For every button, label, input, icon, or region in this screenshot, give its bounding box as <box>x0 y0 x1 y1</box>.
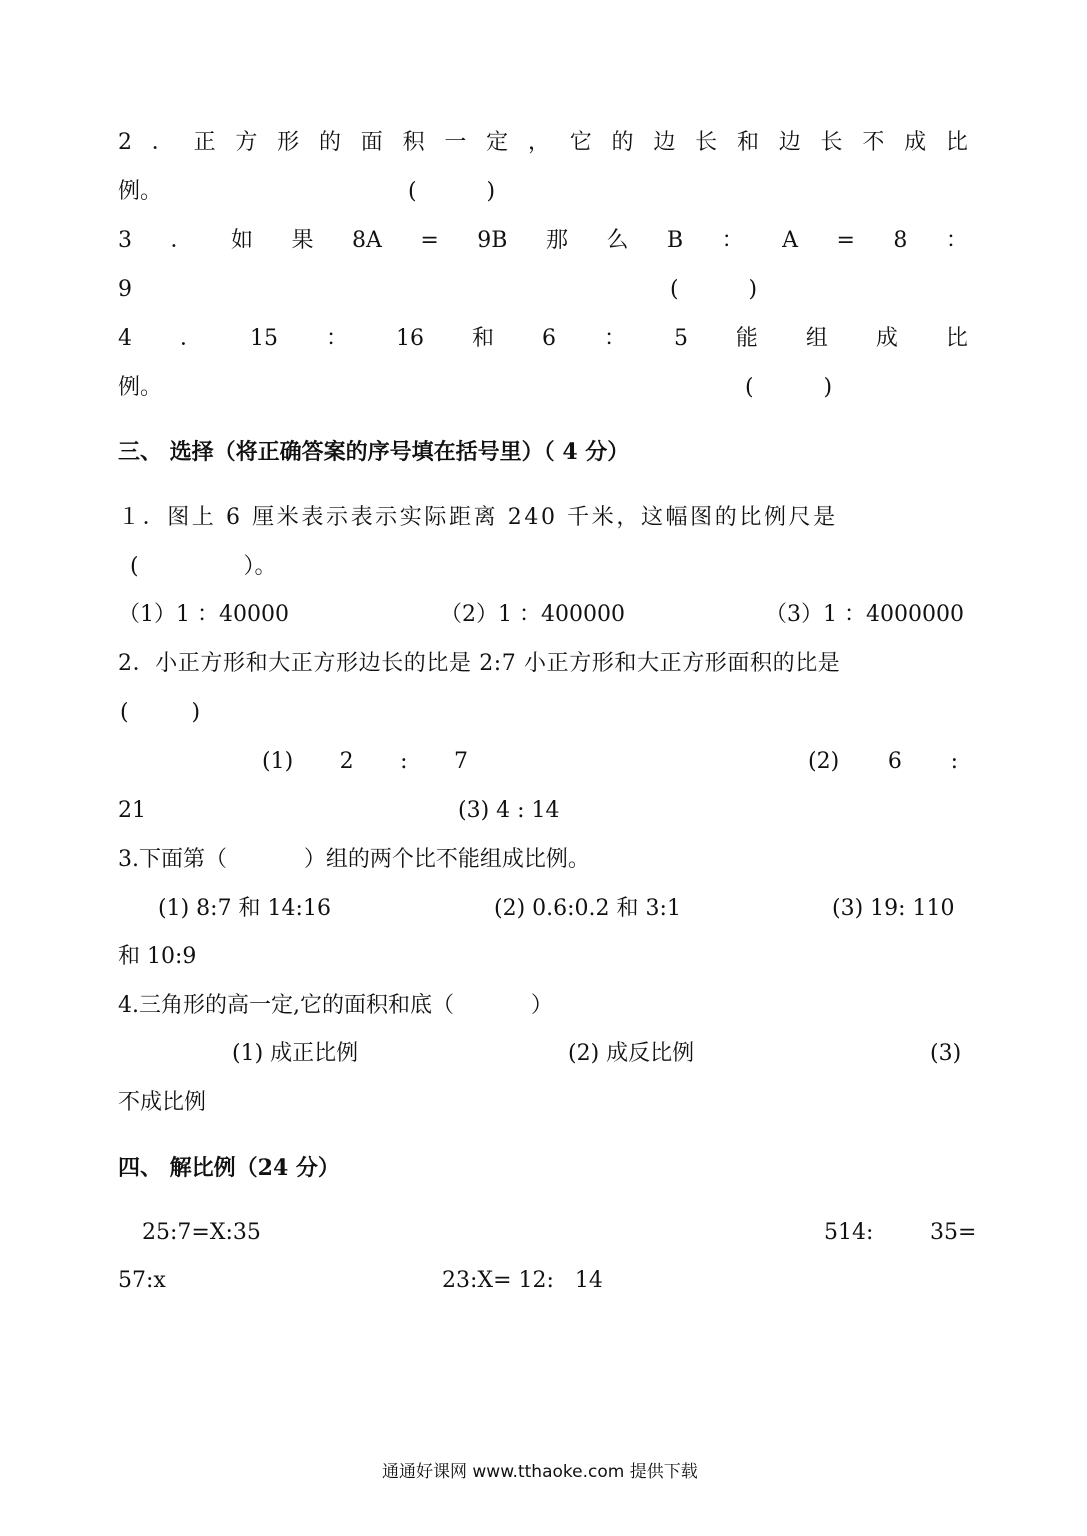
token: 的 <box>611 130 634 155</box>
token: ： <box>945 228 968 253</box>
token: A <box>782 228 798 253</box>
token: 组 <box>805 326 828 351</box>
token: (2) <box>808 749 840 774</box>
choice-q1-option-1[interactable]: （1）1 ：40000 <box>118 602 289 627</box>
section3-heading: 三、 选择（将正确答案的序号填在括号里）（ 4 分） <box>118 439 630 465</box>
token: 15 <box>249 326 278 351</box>
judge-q4-answer-paren[interactable]: ( ) <box>745 375 833 400</box>
token: 长 <box>820 130 843 155</box>
token: 8A <box>351 228 382 253</box>
judge-q3-answer-paren[interactable]: ( ) <box>670 277 758 302</box>
token: 5 <box>673 326 688 351</box>
token: ： <box>325 326 348 351</box>
token: 方 <box>235 130 258 155</box>
judge-q3-line2: 9 <box>118 277 132 302</box>
token: : <box>400 749 408 774</box>
section4-heading: 四、 解比例（24 分） <box>118 1155 340 1181</box>
choice-q2-option-1[interactable] <box>262 751 468 773</box>
judge-q4-line2: 例。 <box>118 375 163 400</box>
token: 和 <box>471 326 494 351</box>
choice-q4-text: 4.三角形的高一定,它的面积和底（ ） <box>118 993 553 1018</box>
choice-q4-option-1[interactable]: (1) 成正比例 <box>232 1041 359 1066</box>
token: 面 <box>360 130 383 155</box>
token: 比 <box>945 326 968 351</box>
token: 果 <box>291 228 314 253</box>
choice-q2-option-2[interactable] <box>808 751 958 773</box>
choice-q4-option-3-cont: 不成比例 <box>118 1090 207 1115</box>
token: 16 <box>395 326 424 351</box>
token: 的 <box>318 130 341 155</box>
equation-1: 25:7=X:35 <box>142 1220 261 1245</box>
token: ： <box>721 228 744 253</box>
token: 3 <box>118 228 132 253</box>
token: 边 <box>653 130 676 155</box>
choice-q3-option-1[interactable]: (1) 8:7 和 14:16 <box>158 896 331 921</box>
token: 么 <box>606 228 629 253</box>
equation-2-cont: 57:x <box>118 1268 166 1293</box>
token: ， <box>527 130 550 155</box>
token: 4 <box>118 326 132 351</box>
choice-q4-option-2[interactable]: (2) 成反比例 <box>568 1041 695 1066</box>
token: 不 <box>862 130 885 155</box>
token: ． <box>170 228 193 253</box>
token: 能 <box>735 326 758 351</box>
equation-3: 23:X= 12: 14 <box>442 1268 603 1293</box>
token: 它 <box>569 130 592 155</box>
token: 正 <box>193 130 216 155</box>
token: ． <box>151 130 174 155</box>
token: 2 <box>118 130 132 155</box>
choice-q1-option-3[interactable]: （3）1 ：4000000 <box>765 602 964 627</box>
choice-q1-option-2[interactable]: （2）1 ：400000 <box>440 602 625 627</box>
judge-q2-line1 <box>118 132 968 154</box>
choice-q3-option-2[interactable]: (2) 0.6:0.2 和 3:1 <box>494 896 681 921</box>
token: 比 <box>945 130 968 155</box>
choice-q3-option-3[interactable]: (3) 19: 110 <box>832 896 955 921</box>
token: 如 <box>230 228 253 253</box>
choice-q2-text: 2．小正方形和大正方形边长的比是 2:7 小正方形和大正方形面积的比是 <box>118 651 841 676</box>
choice-q2-option-2-cont: 21 <box>118 798 146 823</box>
choice-q4-option-3[interactable]: (3) <box>930 1041 962 1066</box>
equation-2-part2: 35= <box>930 1220 977 1245</box>
token: B <box>666 228 684 253</box>
token: 和 <box>736 130 759 155</box>
token: 长 <box>695 130 718 155</box>
choice-q1-answer-paren[interactable]: ( ）。 <box>130 554 277 579</box>
token: 那 <box>545 228 568 253</box>
choice-q3-option-3-cont: 和 10:9 <box>118 944 197 969</box>
equation-2-part1: 514: <box>824 1220 874 1245</box>
token: 6 <box>887 749 902 774</box>
judge-q3-line1 <box>118 230 968 252</box>
judge-q2-answer-paren[interactable]: ( ) <box>408 179 496 204</box>
token: = <box>836 228 855 253</box>
token: 6 <box>541 326 556 351</box>
token: 8 <box>893 228 908 253</box>
token: 成 <box>875 326 898 351</box>
token: 积 <box>402 130 425 155</box>
token: 定 <box>486 130 509 155</box>
token: 一 <box>444 130 467 155</box>
token: 9B <box>477 228 508 253</box>
choice-q3-text: 3.下面第（ ）组的两个比不能组成比例。 <box>118 847 590 872</box>
choice-q1-text: １．图上 6 厘米表示表示实际距离 240 千米，这幅图的比例尺是 <box>118 505 838 530</box>
choice-q2-answer-paren[interactable]: ( ) <box>120 700 201 725</box>
token: 形 <box>277 130 300 155</box>
judge-q4-line1 <box>118 328 968 350</box>
token: 边 <box>778 130 801 155</box>
token: : <box>950 749 958 774</box>
token: 成 <box>904 130 927 155</box>
token: ． <box>179 326 202 351</box>
page-footer: 通通好课网 www.tthaoke.com 提供下载 <box>382 1462 698 1482</box>
judge-q2-line2: 例。 <box>118 179 163 204</box>
choice-q2-option-3[interactable]: (3) 4 : 14 <box>458 798 560 823</box>
token: 7 <box>454 749 468 774</box>
token: = <box>420 228 439 253</box>
token: 2 <box>339 749 354 774</box>
token: ： <box>603 326 626 351</box>
token: (1) <box>262 749 294 774</box>
